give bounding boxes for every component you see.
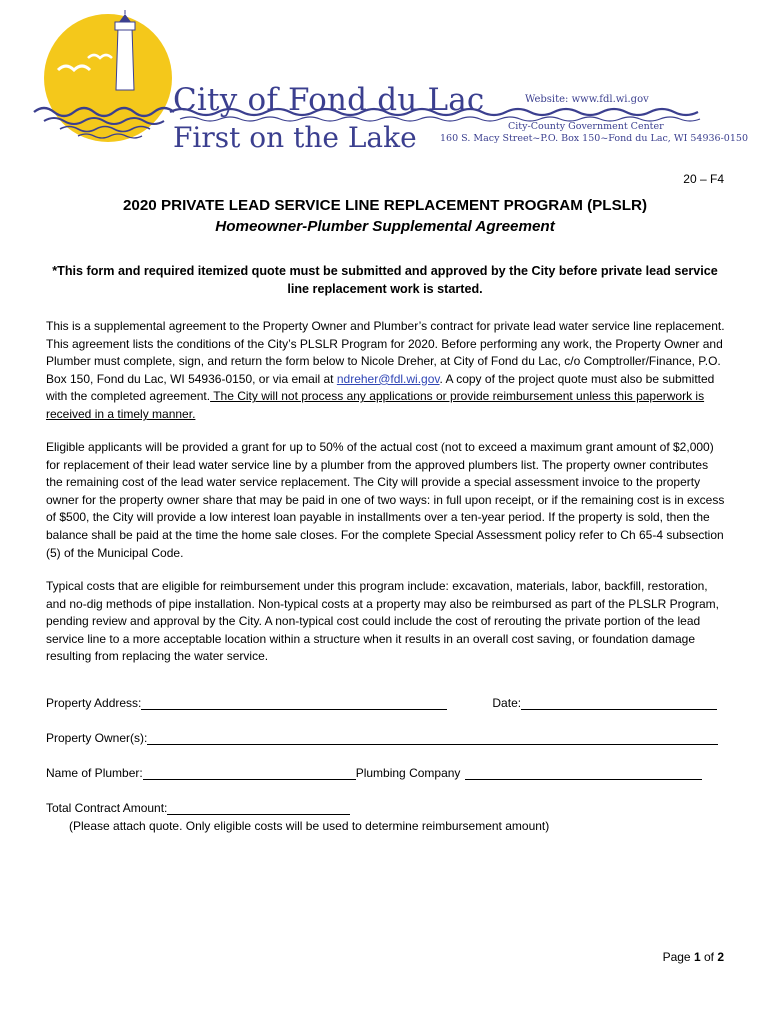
plumber-row [46,766,702,780]
form-id: 20 – F4 [683,172,724,186]
paragraph-agreement-mid: . A copy of the project quote must also be submitted with the completed agreement. [46,371,715,404]
email-link[interactable]: ndreher@fdl.wi.gov [336,371,440,386]
property-owner-label: Property Owner(s): [46,731,148,745]
city-address: 160 S. Macy Street~P.O. Box 150~Fond du Lac, WI 54936-0150 [440,133,748,144]
quote-note: (Please attach quote. Only eligible costs will be used to determine reimbursement amount) [69,819,550,833]
paragraph-agreement-warning: The City will not process any applications or provide reimbursement unless this paperwork is received in a timely manner. [46,389,705,421]
page-total: 2 [717,950,724,964]
paragraph-eligibility: Eligible applicants will be provided a grant for up to 50% of the actual cost (not to exceed a maximum grant amount of $2,000) for replacement of their lead water service line by a plumber from the approved plumbers list. The property owner contributes the remaining cost of the lead water service replacement. The City will provide a special assessment invoice to the property owner for the property owner share that may be paid in one of two ways: in full upon receipt, or if the remaining cost is in excess of $500, the City will provide a low interest loan payable in installments over a ten-year period. If the property is sold, then the balance shall be paid at the time the home sale closes. For the complete Special Assessment policy refer to Ch 65-4 subsection (5) of the Municipal Code. [46,440,725,560]
page-label: Page [662,950,694,964]
contract-amount-field[interactable] [167,801,350,815]
plumbing-company-field[interactable] [465,766,702,780]
contract-amount-row [46,801,350,815]
paragraph-typical-costs: Typical costs that are eligible for reimbursement under this program include: excavation, materials, labor, backfill, restoration, and no-dig methods of pipe installation. Non-typical costs at a property may also be reimbursed as part of the PLSLR Program, pending review and approval by the City. A non-typical cost could include the cost of rerouting the private portion of the lead service line to a more acceptable location within a structure when it results in an overall cost saving, or foundation damage resulting from replacing the water service. [46,579,720,664]
contract-amount-label: Total Contract Amount: [46,801,168,815]
plumber-name-field[interactable] [143,766,356,780]
city-website: Website: www.fdl.wi.gov [525,94,649,105]
government-center: City-County Government Center [508,121,664,132]
letterhead [30,8,748,158]
property-address-field[interactable] [141,696,447,710]
property-address-row [46,696,717,710]
property-owner-field[interactable] [147,731,718,745]
document-title: 2020 PRIVATE LEAD SERVICE LINE REPLACEMENT PROGRAM (PLSLR) [122,197,648,214]
document-subtitle: Homeowner-Plumber Supplemental Agreement [215,218,555,235]
date-field[interactable] [521,696,717,710]
city-name: City of Fond du Lac [173,82,485,118]
submission-notice: *This form and required itemized quote must be submitted and approved by the City before private lead service line replacement work is started. [52,264,718,296]
property-address-label: Property Address: [46,696,142,710]
paragraph-agreement [46,318,726,424]
city-tagline: First on the Lake [173,121,417,154]
plumber-name-label: Name of Plumber: [46,766,143,780]
date-label: Date: [492,696,522,710]
page-current: 1 [693,950,701,964]
paragraph-agreement-text: This is a supplemental agreement to the Property Owner and Plumber’s contract for private lead water service line replacement. This agreement lists the conditions of the City’s PLSLR Program for 2020. Before performing any work, the Property Owner and Plumber must complete, sign, and return the form below to Nicole Dreher, at City of Fond du Lac, c/o Comptroller/Finance, P.O. Box 150, Fond du Lac, WI 54936-0150, or via email at [46,319,725,386]
page-number [663,950,724,964]
page-of: of [700,950,718,964]
property-owner-row [46,731,718,745]
plumbing-company-label: Plumbing Company [355,766,461,780]
